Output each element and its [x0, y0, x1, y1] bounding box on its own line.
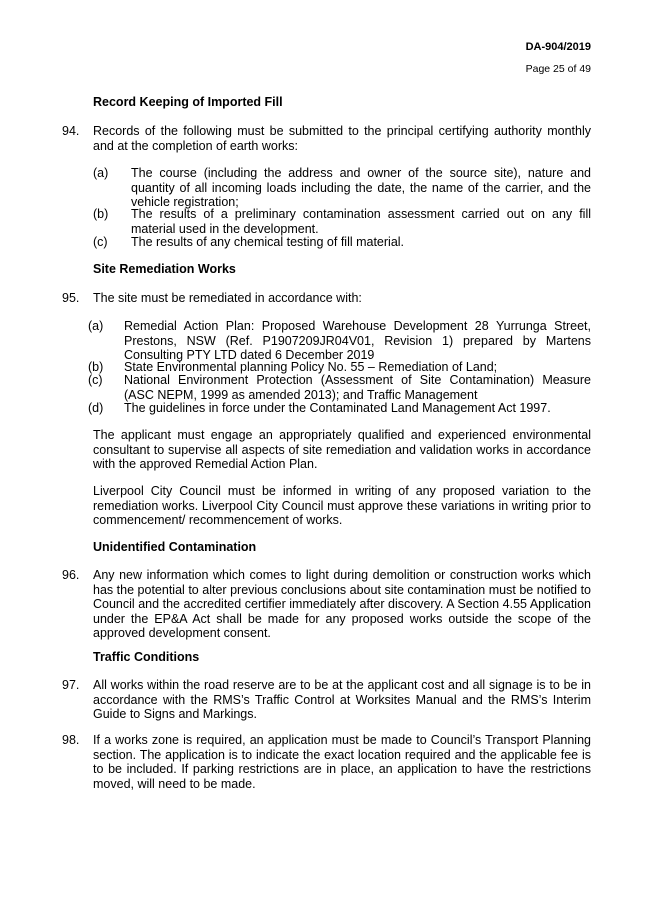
clause-number-98: 98.: [62, 733, 80, 747]
clause-number-97: 97.: [62, 678, 80, 692]
paragraph: The applicant must engage an appropriately qualified and experienced environmental consultant to supervise all aspects of site remediation and validation works in accordance with the approved Remedial Action Plan.: [93, 428, 591, 471]
page-number: Page 25 of 49: [525, 63, 591, 75]
section-heading-traffic-conditions: Traffic Conditions: [93, 650, 200, 664]
item-text: The course (including the address and owner of the source site), nature and quantity of all incoming loads including the date, the name of the carrier, and the vehicle registration;: [131, 166, 591, 209]
item-text: Remedial Action Plan: Proposed Warehouse Development 28 Yurrunga Street, Prestons, NSW (Ref. P1907209JR04V01, Revision 1) prepared by Martens Consulting PTY LTD dated 6 December 2019: [124, 319, 591, 362]
clause-text-97: All works within the road reserve are to be at the applicant cost and all signage is to be in accordance with the RMS’s Traffic Control at Worksites Manual and the RMS’s Interim Guide to Signs and Markings.: [93, 678, 591, 721]
clause-number-96: 96.: [62, 568, 80, 582]
item-text: The guidelines in force under the Contaminated Land Management Act 1997.: [124, 401, 551, 415]
item-label: (b): [88, 360, 104, 374]
item-text: State Environmental planning Policy No. 55 – Remediation of Land;: [124, 360, 498, 374]
section-heading-site-remediation: Site Remediation Works: [93, 262, 236, 276]
clause-text-96: Any new information which comes to light during demolition or construction works which has the potential to alter previous conclusions about site contamination must be notified to Council and the accredited certifier immediately after discovery. A Section 4.55 Application under the EP&A Act shall be made for any proposed works outside the scope of the approved development consent.: [93, 568, 591, 640]
document-reference: DA-904/2019: [525, 41, 591, 53]
item-text: The results of any chemical testing of fill material.: [131, 235, 405, 249]
clause-text-94: Records of the following must be submitted to the principal certifying authority monthly and at the completion of earth works:: [93, 124, 591, 153]
item-text: National Environment Protection (Assessment of Site Contamination) Measure (ASC NEPM, 1999 as amended 2013); and Traffic Management: [124, 373, 591, 402]
item-label: (c): [88, 373, 103, 387]
item-label: (a): [93, 166, 109, 180]
clause-text-95: The site must be remediated in accordance with:: [93, 291, 362, 305]
item-label: (b): [93, 207, 109, 221]
item-label: (c): [93, 235, 108, 249]
paragraph: Liverpool City Council must be informed in writing of any proposed variation to the remediation works. Liverpool City Council must approve these variations in writing prior to commencement/ recommencement of works.: [93, 484, 591, 527]
item-text: The results of a preliminary contamination assessment carried out on any fill material used in the development.: [131, 207, 591, 236]
clause-number-95: 95.: [62, 291, 80, 305]
section-heading-unidentified-contamination: Unidentified Contamination: [93, 540, 257, 554]
item-label: (d): [88, 401, 104, 415]
section-heading-record-keeping: Record Keeping of Imported Fill: [93, 95, 283, 109]
item-label: (a): [88, 319, 104, 333]
clause-text-98: If a works zone is required, an application must be made to Council’s Transport Planning section. The application is to indicate the exact location required and the applicable fee is to be included. If parking restrictions are in place, an application to have the restrictions moved, will need to be made.: [93, 733, 591, 791]
clause-number-94: 94.: [62, 124, 80, 138]
